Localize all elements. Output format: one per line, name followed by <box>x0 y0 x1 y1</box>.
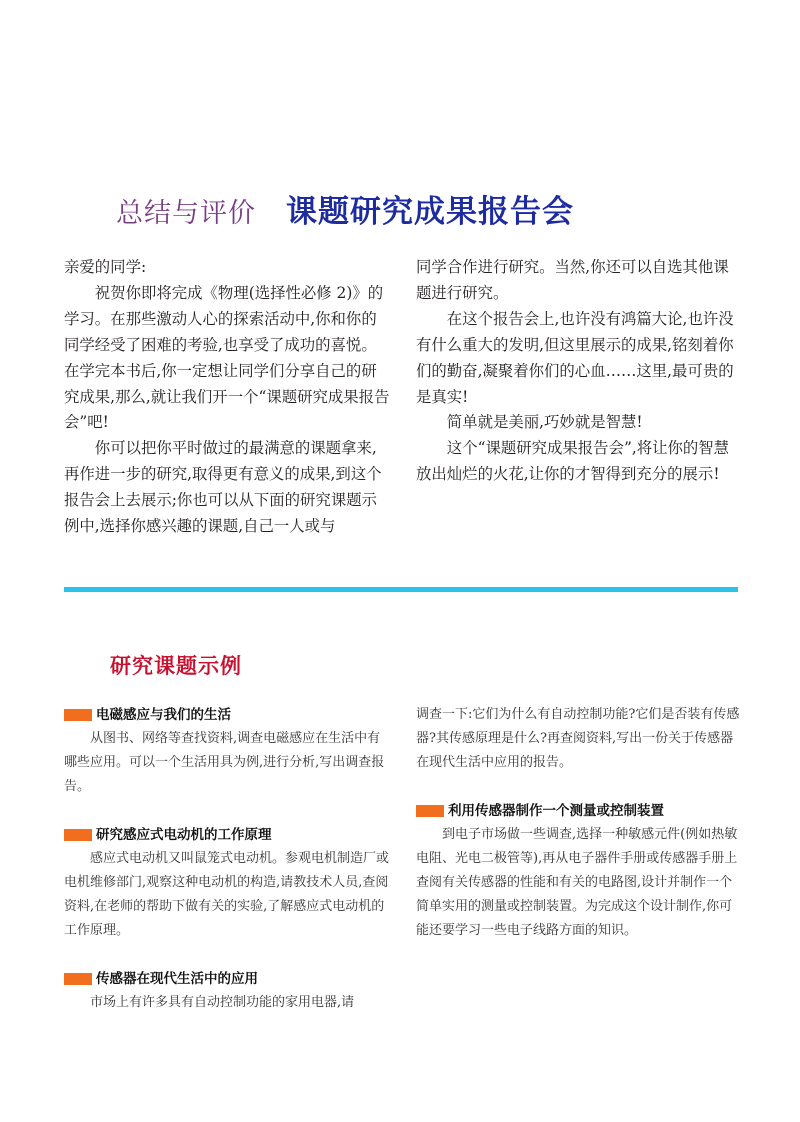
topic-heading <box>64 967 390 991</box>
examples-title: 研究课题示例 <box>110 654 242 678</box>
topic-body: 从图书、网络等查找资料,调查电磁感应在生活中有哪些应用。可以一个生活用具为例,进行分析,写出调查报告。 <box>64 731 385 794</box>
topic-title: 电磁感应与我们的生活 <box>96 707 231 723</box>
intro-paragraph-5: 这个“课题研究成果报告会”,将让你的智慧放出灿烂的火花,让你的才智得到充分的展示! <box>416 439 730 484</box>
greeting: 亲爱的同学: <box>64 258 147 276</box>
topic-heading <box>416 799 742 823</box>
topic-marker-icon <box>64 829 92 841</box>
intro-paragraph-4: 简单就是美丽,巧妙就是智慧! <box>446 413 643 432</box>
page-heading <box>116 186 574 231</box>
intro-paragraph-1: 祝贺你即将完成《物理(选择性必修 2)》的学习。在那些激动人心的探索活动中,你和你的同学经受了困难的考验,也享受了成功的喜悦。在学完本书后,你一定想让同学们分享自己的研究成果,那么,就让我们开一个“课题研究成果报告会”吧! <box>64 283 390 432</box>
topic-body-end: 调查一下:它们为什么有自动控制功能?它们是否装有传感器?其传感原理是什么?再查阅资料,写出一份关于传感器在现代生活中应用的报告。 <box>416 707 740 770</box>
topic-heading <box>64 823 390 847</box>
topic-marker-icon <box>64 973 92 985</box>
intro-right-column <box>416 255 742 488</box>
section-label: 总结与评价 <box>116 198 256 229</box>
topic-body: 感应式电动机又叫鼠笼式电动机。参观电机制造厂或电机维修部门,观察这种电动机的构造,请教技术人员,查阅资料,在老师的帮助下做有关的实验,了解感应式电动机的工作原理。 <box>64 851 390 938</box>
topic-title: 利用传感器制作一个测量或控制装置 <box>448 803 664 819</box>
topic-marker-icon <box>416 805 444 817</box>
intro-paragraph-3: 在这个报告会上,也许没有鸿篇大论,也许没有什么重大的发明,但这里展示的成果,铭刻着你们的勤奋,凝聚着你们的心血……这里,最可贵的是真实! <box>416 309 734 406</box>
page-title: 课题研究成果报告会 <box>286 194 574 230</box>
topic-heading <box>64 703 390 727</box>
topic-body: 到电子市场做一些调查,选择一种敏感元件(例如热敏电阻、光电二极管等),再从电子器件手册或传感器手册上查阅有关传感器的性能和有关的电路图,设计并制作一个简单实用的测量或控制装置。为完成这个设计制作,你可能还要学习一些电子线路方面的知识。 <box>416 827 738 938</box>
topic-body-start: 市场上有许多具有自动控制功能的家用电器,请 <box>90 995 355 1010</box>
topic-marker-icon <box>64 709 92 721</box>
examples-right-column <box>416 703 742 943</box>
topic-title: 研究感应式电动机的工作原理 <box>96 827 272 843</box>
intro-paragraph-2-end: 同学合作进行研究。当然,你还可以自选其他课题进行研究。 <box>416 258 729 302</box>
examples-left-column <box>64 703 390 1015</box>
section-divider <box>64 587 738 592</box>
intro-paragraph-2-start: 你可以把你平时做过的最满意的课题拿来,再作进一步的研究,取得更有意义的成果,到这个报告会上去展示;你也可以从下面的研究课题示例中,选择你感兴趣的课题,自己一人或与 <box>64 439 382 536</box>
topic-title: 传感器在现代生活中的应用 <box>96 971 258 987</box>
intro-left-column <box>64 255 390 540</box>
